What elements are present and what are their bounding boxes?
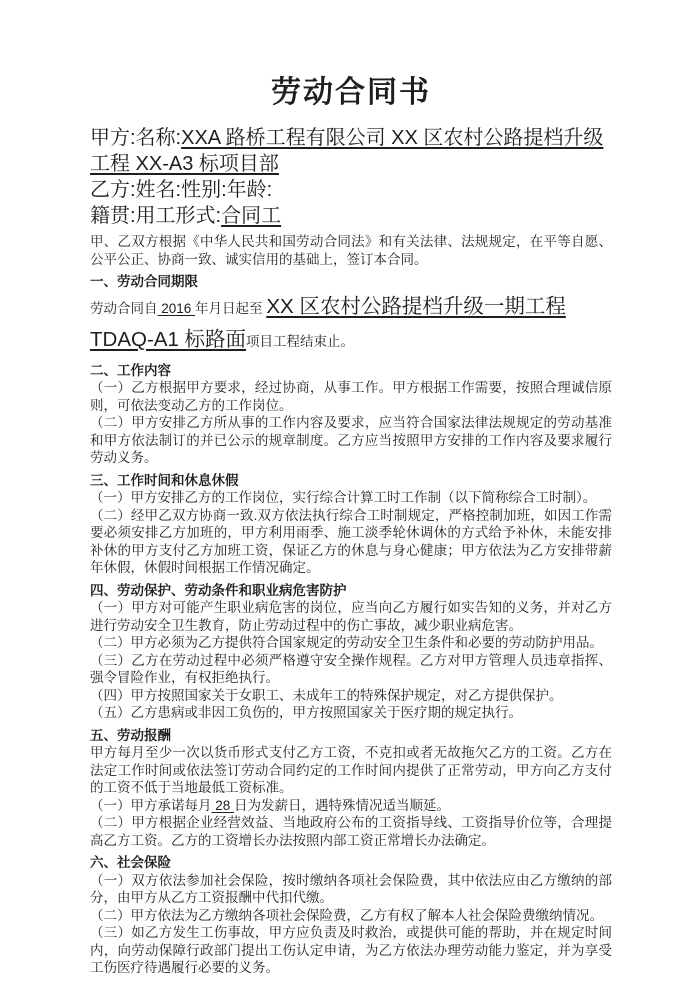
contract-paragraph — [90, 907, 612, 925]
section-heading: 六、社会保险 — [90, 855, 171, 870]
intro-paragraph: 甲、乙双方根据《中华人民共和国劳动合同法》和有关法律、法规规定，在平等自愿、公平公正、协商一致、诚实信用的基础上，签订本合同。 — [90, 234, 612, 267]
text-run: 2016 — [157, 300, 196, 316]
contract-paragraph — [90, 291, 612, 357]
text-run: （一）甲方对可能产生职业病危害的岗位，应当向乙方履行如实告知的义务，并对乙方进行劳动安全卫生教育，防止劳动过程中的伤亡事故，减少职业病危害。 — [90, 600, 612, 633]
text-run: 项目工程结束止。 — [246, 333, 355, 349]
text-run: （一）乙方根据甲方要求，经过协商，从事工作。甲方根据工作需要，按照合理诚信原则，可依法变动乙方的工作岗位。 — [90, 380, 612, 413]
contract-paragraph — [90, 704, 612, 722]
party-line — [90, 125, 612, 177]
sections-container — [90, 273, 612, 977]
contract-paragraph — [90, 507, 612, 577]
party-line — [90, 203, 612, 229]
text-run: 年月日起至 — [195, 300, 267, 316]
text-run: （三）乙方在劳动过程中必须严格遵守安全操作规程。乙方对甲方管理人员违章指挥、强令冒险作业，有权拒绝执行。 — [90, 652, 612, 685]
party-line — [90, 177, 612, 203]
contract-paragraph — [90, 489, 612, 507]
contract-paragraph — [90, 599, 612, 634]
text-run: （二）甲方根据企业经营效益、当地政府公布的工资指导线、工资指导价位等，合理提高乙方工资。乙方的工资增长办法按照内部工资正常增长办法确定。 — [90, 815, 612, 848]
contract-paragraph — [90, 687, 612, 705]
contract-paragraph — [90, 414, 612, 467]
text-run: （一）甲方安排乙方的工作岗位，实行综合计算工时工作制（以下简称综合工时制）。 — [90, 490, 597, 505]
contract-paragraph — [90, 924, 612, 977]
section-heading: 三、工作时间和休息休假 — [90, 472, 239, 488]
text-run: （二）甲方必须为乙方提供符合国家规定的劳动安全卫生条件和必要的劳动防护用品。 — [90, 635, 603, 650]
text-run: 28 — [211, 797, 235, 813]
text-run: 劳动合同自 — [90, 300, 158, 316]
text-run: （四）甲方按照国家关于女职工、未成年工的特殊保护规定，对乙方提供保护。 — [90, 687, 563, 703]
contract-paragraph — [90, 814, 612, 849]
text-run: （一）双方依法参加社会保险，按时缴纳各项社会保险费，其中依法应由乙方缴纳的部分，由甲方从乙方工资报酬中代扣代缴。 — [90, 872, 612, 905]
text-run: （二）甲方安排乙方所从事的工作内容及要求，应当符合国家法律法规规定的劳动基准和甲方依法制订的并已公示的规章制度。乙方应当按照甲方安排的工作内容及要求履行劳动义务。 — [90, 415, 612, 465]
contract-paragraph — [90, 797, 612, 815]
text-run: （一）甲方承诺每月 — [90, 797, 212, 813]
section-heading: 五、劳动报酬 — [90, 727, 171, 743]
contract-paragraph — [90, 634, 612, 652]
section-heading: 一、劳动合同期限 — [90, 274, 198, 289]
section-heading: 二、工作内容 — [90, 362, 171, 378]
text-run: 甲方每月至少一次以货币形式支付乙方工资，不克扣或者无故拖欠乙方的工资。乙方在法定工作时间或依法签订劳动合同约定的工作时间内提供了正常劳动，甲方向乙方支付的工资不低于当地最低工资标准。 — [90, 745, 612, 795]
contract-paragraph — [90, 652, 612, 687]
text-run: （五）乙方患病或非因工负伤的，甲方按照国家关于医疗期的规定执行。 — [90, 705, 522, 720]
contract-paragraph — [90, 379, 612, 414]
party-line-value: XXA 路桥工程有限公司 XX 区农村公路提档升级工程 XX-A3 标项目部 — [90, 127, 604, 175]
text-run: 日为发薪日，遇特殊情况适当顺延。 — [234, 797, 451, 813]
party-line-label: 甲方:名称: — [90, 127, 182, 149]
contract-paragraph — [90, 872, 612, 907]
text-run: （二）甲方依法为乙方缴纳各项社会保险费，乙方有权了解本人社会保险费缴纳情况。 — [90, 907, 603, 923]
text-run: （二）经甲乙双方协商一致.双方依法执行综合工时制规定，严格控制加班，如因工作需要必须安排乙方加班的，甲方利用雨季、施工淡季轮休调休的方式给予补休，未能安排补休的甲方支付乙方加班工资，保证乙方的休息与身心健康；甲方依法为乙方安排带薪年休假，休假时间根据工作情况确定。 — [90, 507, 612, 575]
text-run: （三）如乙方发生工伤事故，甲方应负责及时救治，或提供可能的帮助，并在规定时间内，向劳动保障行政部门提出工伤认定申请，为乙方依法办理劳动能力鉴定，并为享受工伤医疗待遇履行必要的义务。 — [90, 925, 612, 975]
party-line-label: 籍贯:用工形式: — [90, 205, 222, 227]
party-line-label: 乙方:姓名:性别:年龄: — [90, 179, 273, 201]
text-run: XX 区农村公路提档升级一期工程 TDAQ-A1 标路面 — [90, 294, 566, 351]
section-heading: 四、劳动保护、劳动条件和职业病危害防护 — [90, 582, 347, 598]
party-line-value: 合同工 — [221, 205, 282, 227]
contract-paragraph — [90, 744, 612, 797]
parties-block — [90, 125, 612, 229]
document-title: 劳动合同书 — [271, 76, 431, 109]
